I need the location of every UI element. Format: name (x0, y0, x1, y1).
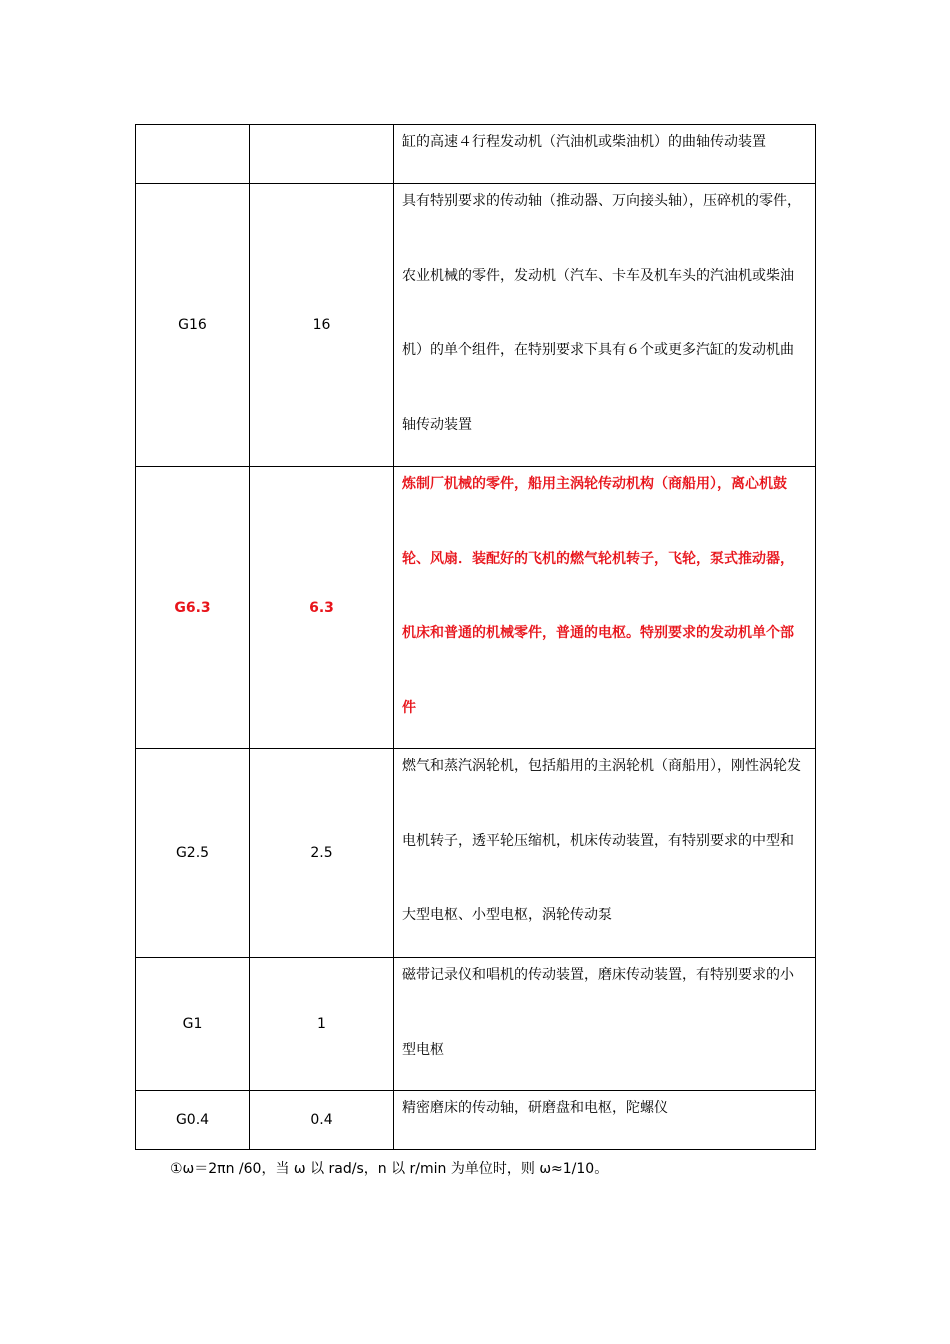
description-text: 具有特别要求的传动轴（推动器、万向接头轴），压碎机的零件，农业机械的零件，发动机（汽车、卡车及机车头的汽油机或柴油机）的单个组件，在特别要求下具有６个或更多汽缸的发动机曲轴传动装置 (402, 193, 801, 433)
description-cell (394, 467, 816, 749)
footnote: ①ω＝2πn /60，当 ω 以 rad/s，n 以 r/min 为单位时，则 ω≈1/10。 (170, 1161, 609, 1177)
value-cell: 0.4 (250, 1091, 394, 1150)
grade-cell: G2.5 (136, 749, 250, 958)
value-cell: 2.5 (250, 749, 394, 958)
balance-grade-table (135, 124, 816, 1150)
description-cell (394, 749, 816, 958)
grade-cell: G1 (136, 958, 250, 1091)
description-text: 缸的高速４行程发动机（汽油机或柴油机）的曲轴传动装置 (402, 134, 766, 150)
description-text: 燃气和蒸汽涡轮机，包括船用的主涡轮机（商船用），刚性涡轮发电机转子，透平轮压缩机，机床传动装置，有特别要求的中型和大型电枢、小型电枢，涡轮传动泵 (402, 758, 801, 923)
description-text: 精密磨床的传动轴，研磨盘和电枢，陀螺仪 (402, 1100, 668, 1116)
table-row (136, 184, 816, 467)
grade-cell: G6.3 (136, 467, 250, 749)
description-text: 磁带记录仪和唱机的传动装置，磨床传动装置，有特别要求的小型电枢 (402, 967, 794, 1058)
value-cell: 16 (250, 184, 394, 467)
value-cell: 1 (250, 958, 394, 1091)
grade-cell: G0.4 (136, 1091, 250, 1150)
value-cell: 6.3 (250, 467, 394, 749)
value-cell (250, 125, 394, 184)
table-row (136, 1091, 816, 1150)
description-text: 炼制厂机械的零件，船用主涡轮传动机构（商船用），离心机鼓轮、风扇．装配好的飞机的燃气轮机转子，飞轮，泵式推动器，机床和普通的机械零件，普通的电枢。特别要求的发动机单个部件 (402, 476, 794, 716)
table-row (136, 467, 816, 749)
description-cell (394, 184, 816, 467)
grade-cell: G16 (136, 184, 250, 467)
table-row (136, 749, 816, 958)
description-cell (394, 1091, 816, 1150)
grade-cell (136, 125, 250, 184)
